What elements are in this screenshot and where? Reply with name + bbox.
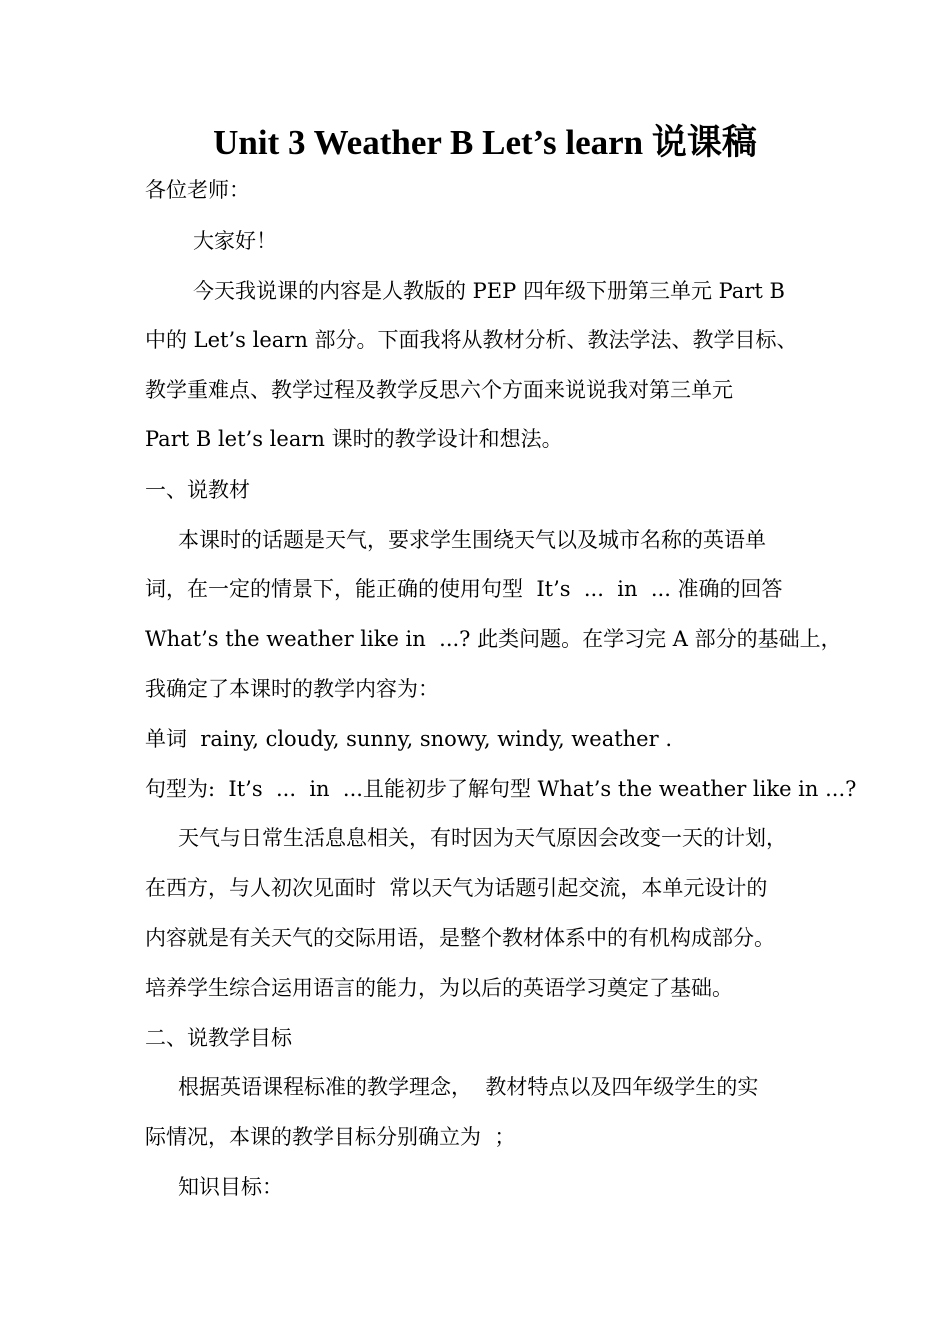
subheading-line: 知识目标： bbox=[178, 1175, 283, 1199]
section-heading: 一、说教材 bbox=[145, 478, 250, 502]
paragraph-line: 我确定了本课时的教学内容为： bbox=[145, 677, 439, 701]
paragraph-line: 内容就是有关天气的交际用语，是整个教材体系中的有机构成部分。 bbox=[145, 926, 775, 950]
paragraph-line: 培养学生综合运用语言的能力，为以后的英语学习奠定了基础。 bbox=[145, 976, 733, 1000]
paragraph-line: 今天我说课的内容是人教版的 PEP 四年级下册第三单元 Part B bbox=[193, 279, 785, 303]
paragraph-line: 际情况，本课的教学目标分别确立为 ； bbox=[145, 1125, 516, 1149]
paragraph-line: What’s the weather like in ...? 此类问题。在学习完 A 部分的基础上， bbox=[145, 627, 842, 651]
paragraph-line: 词，在一定的情景下，能正确的使用句型 It’s ... in ... 准确的回答 bbox=[145, 577, 783, 601]
section-heading: 二、说教学目标 bbox=[145, 1026, 292, 1050]
paragraph-line: 本课时的话题是天气，要求学生围绕天气以及城市名称的英语单 bbox=[178, 528, 766, 552]
paragraph-line: 教学重难点、教学过程及教学反思六个方面来说说我对第三单元 bbox=[145, 378, 733, 402]
paragraph-line: 在西方，与人初次见面时 常以天气为话题引起交流，本单元设计的 bbox=[145, 876, 768, 900]
hello-line: 大家好！ bbox=[193, 229, 277, 253]
paragraph-line: 天气与日常生活息息相关，有时因为天气原因会改变一天的计划， bbox=[178, 826, 787, 850]
document-title: Unit 3 Weather B Let’s learn 说课稿 bbox=[213, 123, 757, 162]
sentence-pattern-line: 句型为: It’s ... in ...且能初步了解句型 What’s the weather like in ...? bbox=[145, 777, 857, 801]
vocabulary-line: 单词 rainy, cloudy, sunny, snowy, windy, weather . bbox=[145, 727, 672, 751]
paragraph-line: 根据英语课程标准的教学理念， 教材特点以及四年级学生的实 bbox=[178, 1075, 759, 1099]
greeting-line: 各位老师： bbox=[145, 178, 250, 202]
paragraph-line: 中的 Let’s learn 部分。下面我将从教材分析、教法学法、教学目标、 bbox=[145, 328, 798, 352]
paragraph-line: Part B let’s learn 课时的教学设计和想法。 bbox=[145, 427, 563, 451]
